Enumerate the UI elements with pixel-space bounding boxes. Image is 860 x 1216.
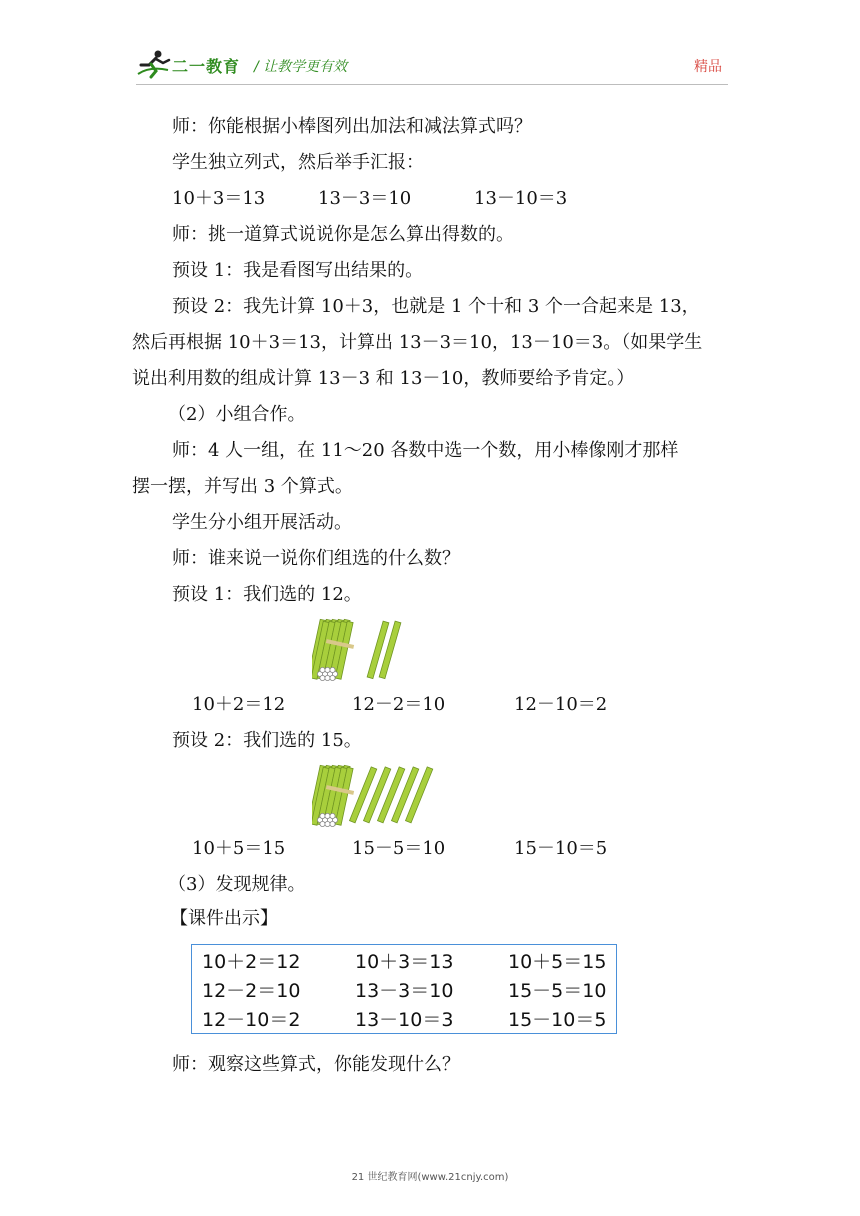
paragraph-line: 师：4 人一组，在 11～20 各数中选一个数，用小棒像刚才那样 — [172, 440, 679, 461]
table-cell: 15－10＝5 — [508, 1009, 607, 1031]
slogan: / 让教学更有效 — [254, 59, 348, 75]
paragraph-line: 学生独立列式，然后举手汇报： — [172, 152, 424, 173]
paragraph-line: 然后再根据 10＋3＝13，计算出 13－3＝10，13－10＝3。（如果学生 — [132, 332, 703, 353]
paragraph-line: 预设 2：我们选的 15。 — [172, 730, 362, 751]
table-cell: 10＋3＝13 — [355, 951, 454, 973]
ten-stick-bundle — [312, 619, 354, 680]
equation: 12－2＝10 — [352, 694, 446, 715]
equation: 10＋5＝15 — [192, 838, 286, 859]
equation: 10＋3＝13 — [172, 188, 266, 209]
loose-sticks — [367, 621, 401, 678]
paragraph-line: 预设 1：我们选的 12。 — [172, 584, 362, 605]
ten-stick-bundle — [312, 765, 354, 826]
sticks-figure-15 — [312, 760, 442, 830]
table-cell: 12－2＝10 — [202, 980, 301, 1002]
equation: 15－5＝10 — [352, 838, 446, 859]
table-cell: 13－3＝10 — [355, 980, 454, 1002]
section-heading: （3）发现规律。 — [168, 874, 306, 895]
table-cell: 10＋2＝12 — [202, 951, 301, 973]
logo-text: 二一教育 — [172, 57, 241, 76]
table-cell: 15－5＝10 — [508, 980, 607, 1002]
sticks-figure-12 — [312, 614, 416, 684]
loose-sticks — [349, 767, 432, 823]
paragraph-line: 预设 1：我是看图写出结果的。 — [172, 260, 424, 281]
paragraph-line: 摆一摆，并写出 3 个算式。 — [132, 476, 353, 497]
table-cell: 13－10＝3 — [355, 1009, 454, 1031]
section-heading: （2）小组合作。 — [168, 404, 306, 425]
header-divider — [136, 84, 728, 85]
paragraph-line: 说出利用数的组成计算 13－3 和 13－10，教师要给予肯定。） — [132, 368, 635, 389]
equation: 12－10＝2 — [514, 694, 608, 715]
equation-table — [191, 944, 617, 1034]
page-footer: 21 世纪教育网(www.21cnjy.com) — [351, 1172, 509, 1183]
equation: 15－10＝5 — [514, 838, 608, 859]
equation: 10＋2＝12 — [192, 694, 286, 715]
runner-icon — [136, 48, 172, 80]
courseware-label: 【课件出示】 — [170, 908, 278, 929]
paragraph-line: 师：你能根据小棒图列出加法和减法算式吗？ — [172, 116, 532, 137]
paragraph-line: 学生分小组开展活动。 — [172, 512, 352, 533]
paragraph-line: 师：观察这些算式，你能发现什么？ — [172, 1054, 460, 1075]
equation: 13－3＝10 — [318, 188, 412, 209]
paragraph-line: 预设 2：我先计算 10＋3，也就是 1 个十和 3 个一合起来是 13， — [172, 296, 700, 317]
table-cell: 10＋5＝15 — [508, 951, 607, 973]
table-cell: 12－10＝2 — [202, 1009, 301, 1031]
equation: 13－10＝3 — [474, 188, 568, 209]
paragraph-line: 师：谁来说一说你们组选的什么数？ — [172, 548, 460, 569]
page-header — [136, 48, 736, 84]
premium-badge: 精品 — [694, 59, 722, 75]
paragraph-line: 师：挑一道算式说说你是怎么算出得数的。 — [172, 224, 514, 245]
